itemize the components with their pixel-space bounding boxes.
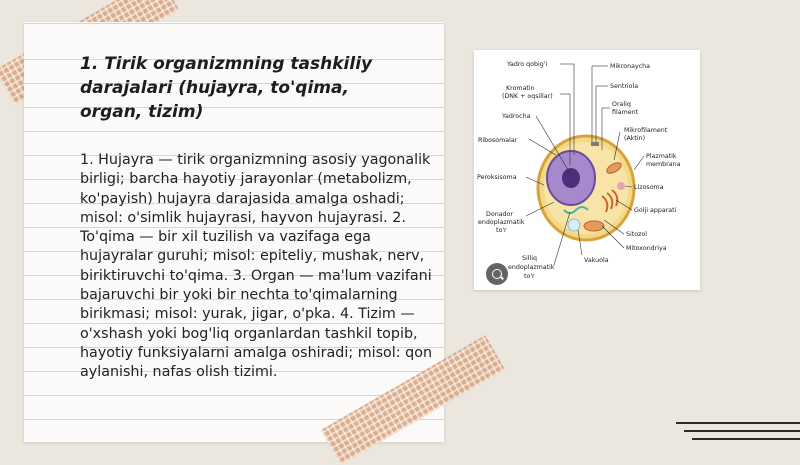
centriole-shape	[591, 142, 599, 146]
label-microfilament-2: (Aktin)	[624, 135, 646, 142]
label-ribosomes: Ribosomalar	[478, 137, 518, 144]
label-rough-er-3: to'r	[496, 227, 507, 234]
label-microfilament-1: Mikrofilament	[624, 127, 668, 134]
label-chromatin: Kromatin	[506, 85, 535, 92]
label-smooth-er-3: to'r	[524, 273, 535, 280]
label-nuclear-envelope: Yadro qobig'i	[507, 61, 548, 68]
deco-line-3	[692, 438, 800, 440]
label-intermediate-1: Oraliq	[612, 101, 631, 108]
vacuole-shape	[568, 219, 580, 231]
label-chromatin-sub: (DNK + oqsillar)	[502, 93, 553, 100]
slide-body-text: 1. Hujayra — tirik organizmning asosiy yagonalik birligi; barcha hayotiy jarayonlar (metabolizm, ko'payish) hujayra darajasida amalga oshadi; misol: o'simlik hujayrasi, hayvon hujayrasi. 2. To'qima — bir xil tuzilish va vazifaga ega hujayralar guruhi; misol: epiteliy, mushak, nerv, biriktiruvchi to'qima. 3. Organ — ma'lum vazifani bajaruvchi bir yoki bir nechta to'qimalarning birikmasi; misol: yurak, jigar, o'pka. 4. Tizim — o'xshash yoki bog'liq organlardan tashkil topib, hayotiy funksiyalarni amalga oshiradi; misol: qon aylanishi, nafas olish tizimi.	[80, 152, 433, 381]
label-nucleolus: Yadrocha	[502, 113, 531, 120]
image-search-lens-icon[interactable]	[486, 263, 508, 285]
label-vacuole: Vakuola	[584, 257, 609, 264]
label-smooth-er-1: Silliq	[522, 255, 537, 262]
label-lysosome: Lizosoma	[634, 184, 664, 191]
label-peroxisome: Peroksisoma	[477, 174, 517, 181]
label-membrane-1: Plazmatik	[646, 153, 677, 160]
nucleolus-shape	[562, 168, 580, 188]
deco-line-1	[676, 422, 800, 424]
animal-cell-diagram	[474, 50, 700, 290]
cell-diagram-card	[474, 50, 700, 290]
lysosome-shape	[617, 182, 625, 190]
label-smooth-er-2: endoplazmatik	[508, 264, 555, 271]
label-rough-er-2: endoplazmatik	[478, 219, 525, 226]
label-rough-er-1: Donador	[486, 211, 513, 218]
slide-title: 1. Tirik organizmning tashkiliy darajalari (hujayra, to'qima, organ, tizim)	[80, 54, 373, 122]
label-microtubule: Mikronaycha	[610, 63, 651, 70]
label-membrane-2: membrana	[646, 161, 681, 168]
mitochondria-shape	[584, 221, 604, 231]
label-cytosol: Sitozol	[626, 231, 647, 238]
label-mitochondria: Mitoxondriya	[626, 245, 667, 252]
label-intermediate-2: filament	[612, 109, 639, 116]
decorative-lines	[676, 418, 800, 446]
deco-line-2	[684, 430, 800, 432]
label-golgi: Golji apparati	[634, 207, 677, 214]
label-centriole: Sentriola	[610, 83, 639, 90]
